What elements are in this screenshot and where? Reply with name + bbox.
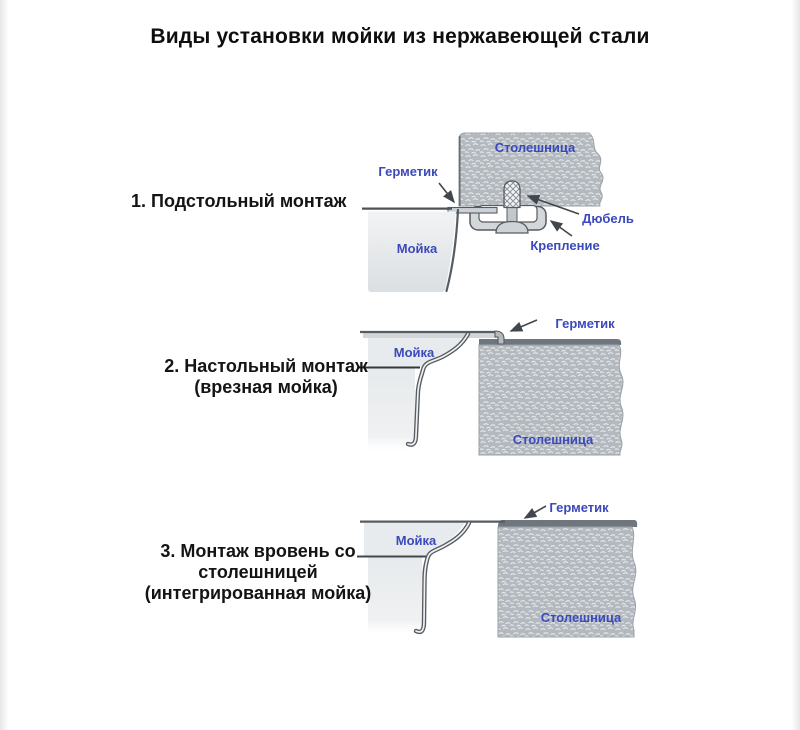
sealant-arrow-2 [511, 320, 537, 331]
heading-flushmount-line3: (интегрированная мойка) [144, 583, 372, 603]
screw-head [496, 222, 528, 234]
fastener-arrow [551, 221, 572, 236]
page-title: Виды установки мойки из нержавеющей стали [150, 25, 650, 48]
dowel-shaft [507, 206, 517, 224]
label-fastener-1: Крепление [530, 238, 600, 253]
label-sink-2: Мойка [393, 345, 435, 360]
label-sink-3: Мойка [395, 533, 437, 548]
label-sink-1: Мойка [396, 241, 438, 256]
label-sealant-1: Герметик [378, 164, 438, 179]
dowel [504, 181, 520, 208]
heading-flushmount-line1: 3. Монтаж вровень со [160, 541, 356, 561]
label-sealant-2: Герметик [555, 316, 615, 331]
sealant-arrow-1 [439, 183, 454, 202]
sealant-strip-3 [498, 520, 637, 527]
diagram-undermount [362, 133, 603, 292]
heading-topmount-line1: 2. Настольный монтаж [164, 356, 368, 376]
heading-topmount-line2: (врезная мойка) [194, 377, 338, 397]
sealant-arrow-3 [525, 506, 546, 518]
label-countertop-2: Столешница [512, 432, 594, 447]
label-sealant-3: Герметик [549, 500, 609, 515]
label-countertop-3: Столешница [540, 610, 622, 625]
sink-lower-band-3 [368, 557, 422, 637]
label-countertop-1: Столешница [494, 140, 576, 155]
heading-flushmount [145, 541, 372, 604]
heading-flushmount-line2: столешницей [198, 562, 318, 582]
heading-topmount [164, 356, 368, 398]
sink-lower-band-2 [368, 368, 415, 454]
label-dowel-1: Дюбель [582, 211, 634, 226]
heading-undermount: 1. Подстольный монтаж [131, 191, 347, 211]
